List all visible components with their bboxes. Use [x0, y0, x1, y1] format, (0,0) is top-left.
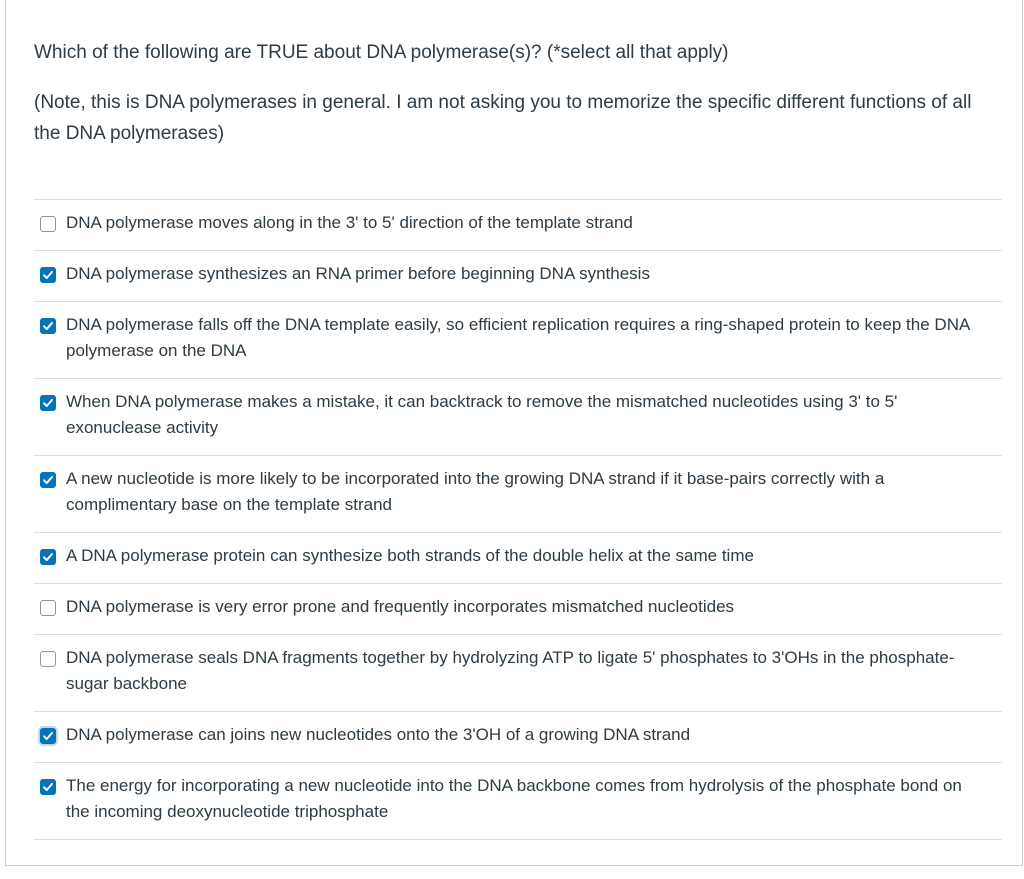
answer-label: When DNA polymerase makes a mistake, it can backtrack to remove the mismatched nucleotides using 3' to 5' exonuclease activity — [66, 392, 898, 437]
checkbox[interactable] — [40, 318, 56, 334]
checkbox[interactable] — [40, 549, 56, 565]
answer-option-7[interactable] — [34, 584, 1002, 635]
checkbox[interactable] — [40, 728, 56, 744]
checkbox[interactable] — [40, 267, 56, 283]
checkmark-icon — [42, 781, 54, 793]
checkmark-icon — [42, 320, 54, 332]
answer-option-3[interactable] — [34, 302, 1002, 379]
checkbox[interactable] — [40, 651, 56, 667]
answer-option-2[interactable] — [34, 251, 1002, 302]
answer-label: The energy for incorporating a new nucleotide into the DNA backbone comes from hydrolysis of the phosphate bond on the incoming deoxynucleotide triphosphate — [66, 776, 962, 821]
checkbox[interactable] — [40, 395, 56, 411]
answer-option-8[interactable] — [34, 635, 1002, 712]
checkmark-icon — [42, 269, 54, 281]
answer-label: DNA polymerase is very error prone and frequently incorporates mismatched nucleotides — [66, 597, 735, 616]
answer-label: DNA polymerase can joins new nucleotides onto the 3'OH of a growing DNA strand — [66, 725, 691, 744]
question-text: Which of the following are TRUE about DNA polymerase(s)? (*select all that apply) — [34, 42, 729, 63]
answer-list — [34, 199, 1002, 840]
answer-option-6[interactable] — [34, 533, 1002, 584]
checkmark-icon — [42, 397, 54, 409]
checkmark-icon — [42, 730, 54, 742]
answer-option-10[interactable] — [34, 763, 1002, 840]
answer-option-1[interactable] — [34, 200, 1002, 251]
answer-label: DNA polymerase falls off the DNA template easily, so efficient replication requires a ring-shaped protein to keep the DNA polymerase on the DNA — [66, 315, 970, 360]
question-prompt — [34, 40, 994, 149]
checkbox[interactable] — [40, 600, 56, 616]
answer-option-5[interactable] — [34, 456, 1002, 533]
question-note: (Note, this is DNA polymerases in general. I am not asking you to memorize the specific different functions of all the DNA polymerases) — [34, 92, 972, 144]
answer-label: A new nucleotide is more likely to be incorporated into the growing DNA strand if it base-pairs correctly with a complimentary base on the template strand — [66, 469, 885, 514]
answer-label: DNA polymerase moves along in the 3' to 5' direction of the template strand — [66, 213, 633, 232]
answer-label: A DNA polymerase protein can synthesize both strands of the double helix at the same time — [66, 546, 754, 565]
checkbox[interactable] — [40, 779, 56, 795]
answer-option-4[interactable] — [34, 379, 1002, 456]
answer-option-9[interactable] — [34, 712, 1002, 763]
checkmark-icon — [42, 551, 54, 563]
checkbox[interactable] — [40, 216, 56, 232]
checkbox[interactable] — [40, 472, 56, 488]
answer-label: DNA polymerase synthesizes an RNA primer before beginning DNA synthesis — [66, 264, 650, 283]
checkmark-icon — [42, 474, 54, 486]
answer-label: DNA polymerase seals DNA fragments together by hydrolyzing ATP to ligate 5' phosphates to 3'OHs in the phosphate-sugar backbone — [66, 648, 955, 693]
quiz-question-panel — [5, 0, 1023, 866]
